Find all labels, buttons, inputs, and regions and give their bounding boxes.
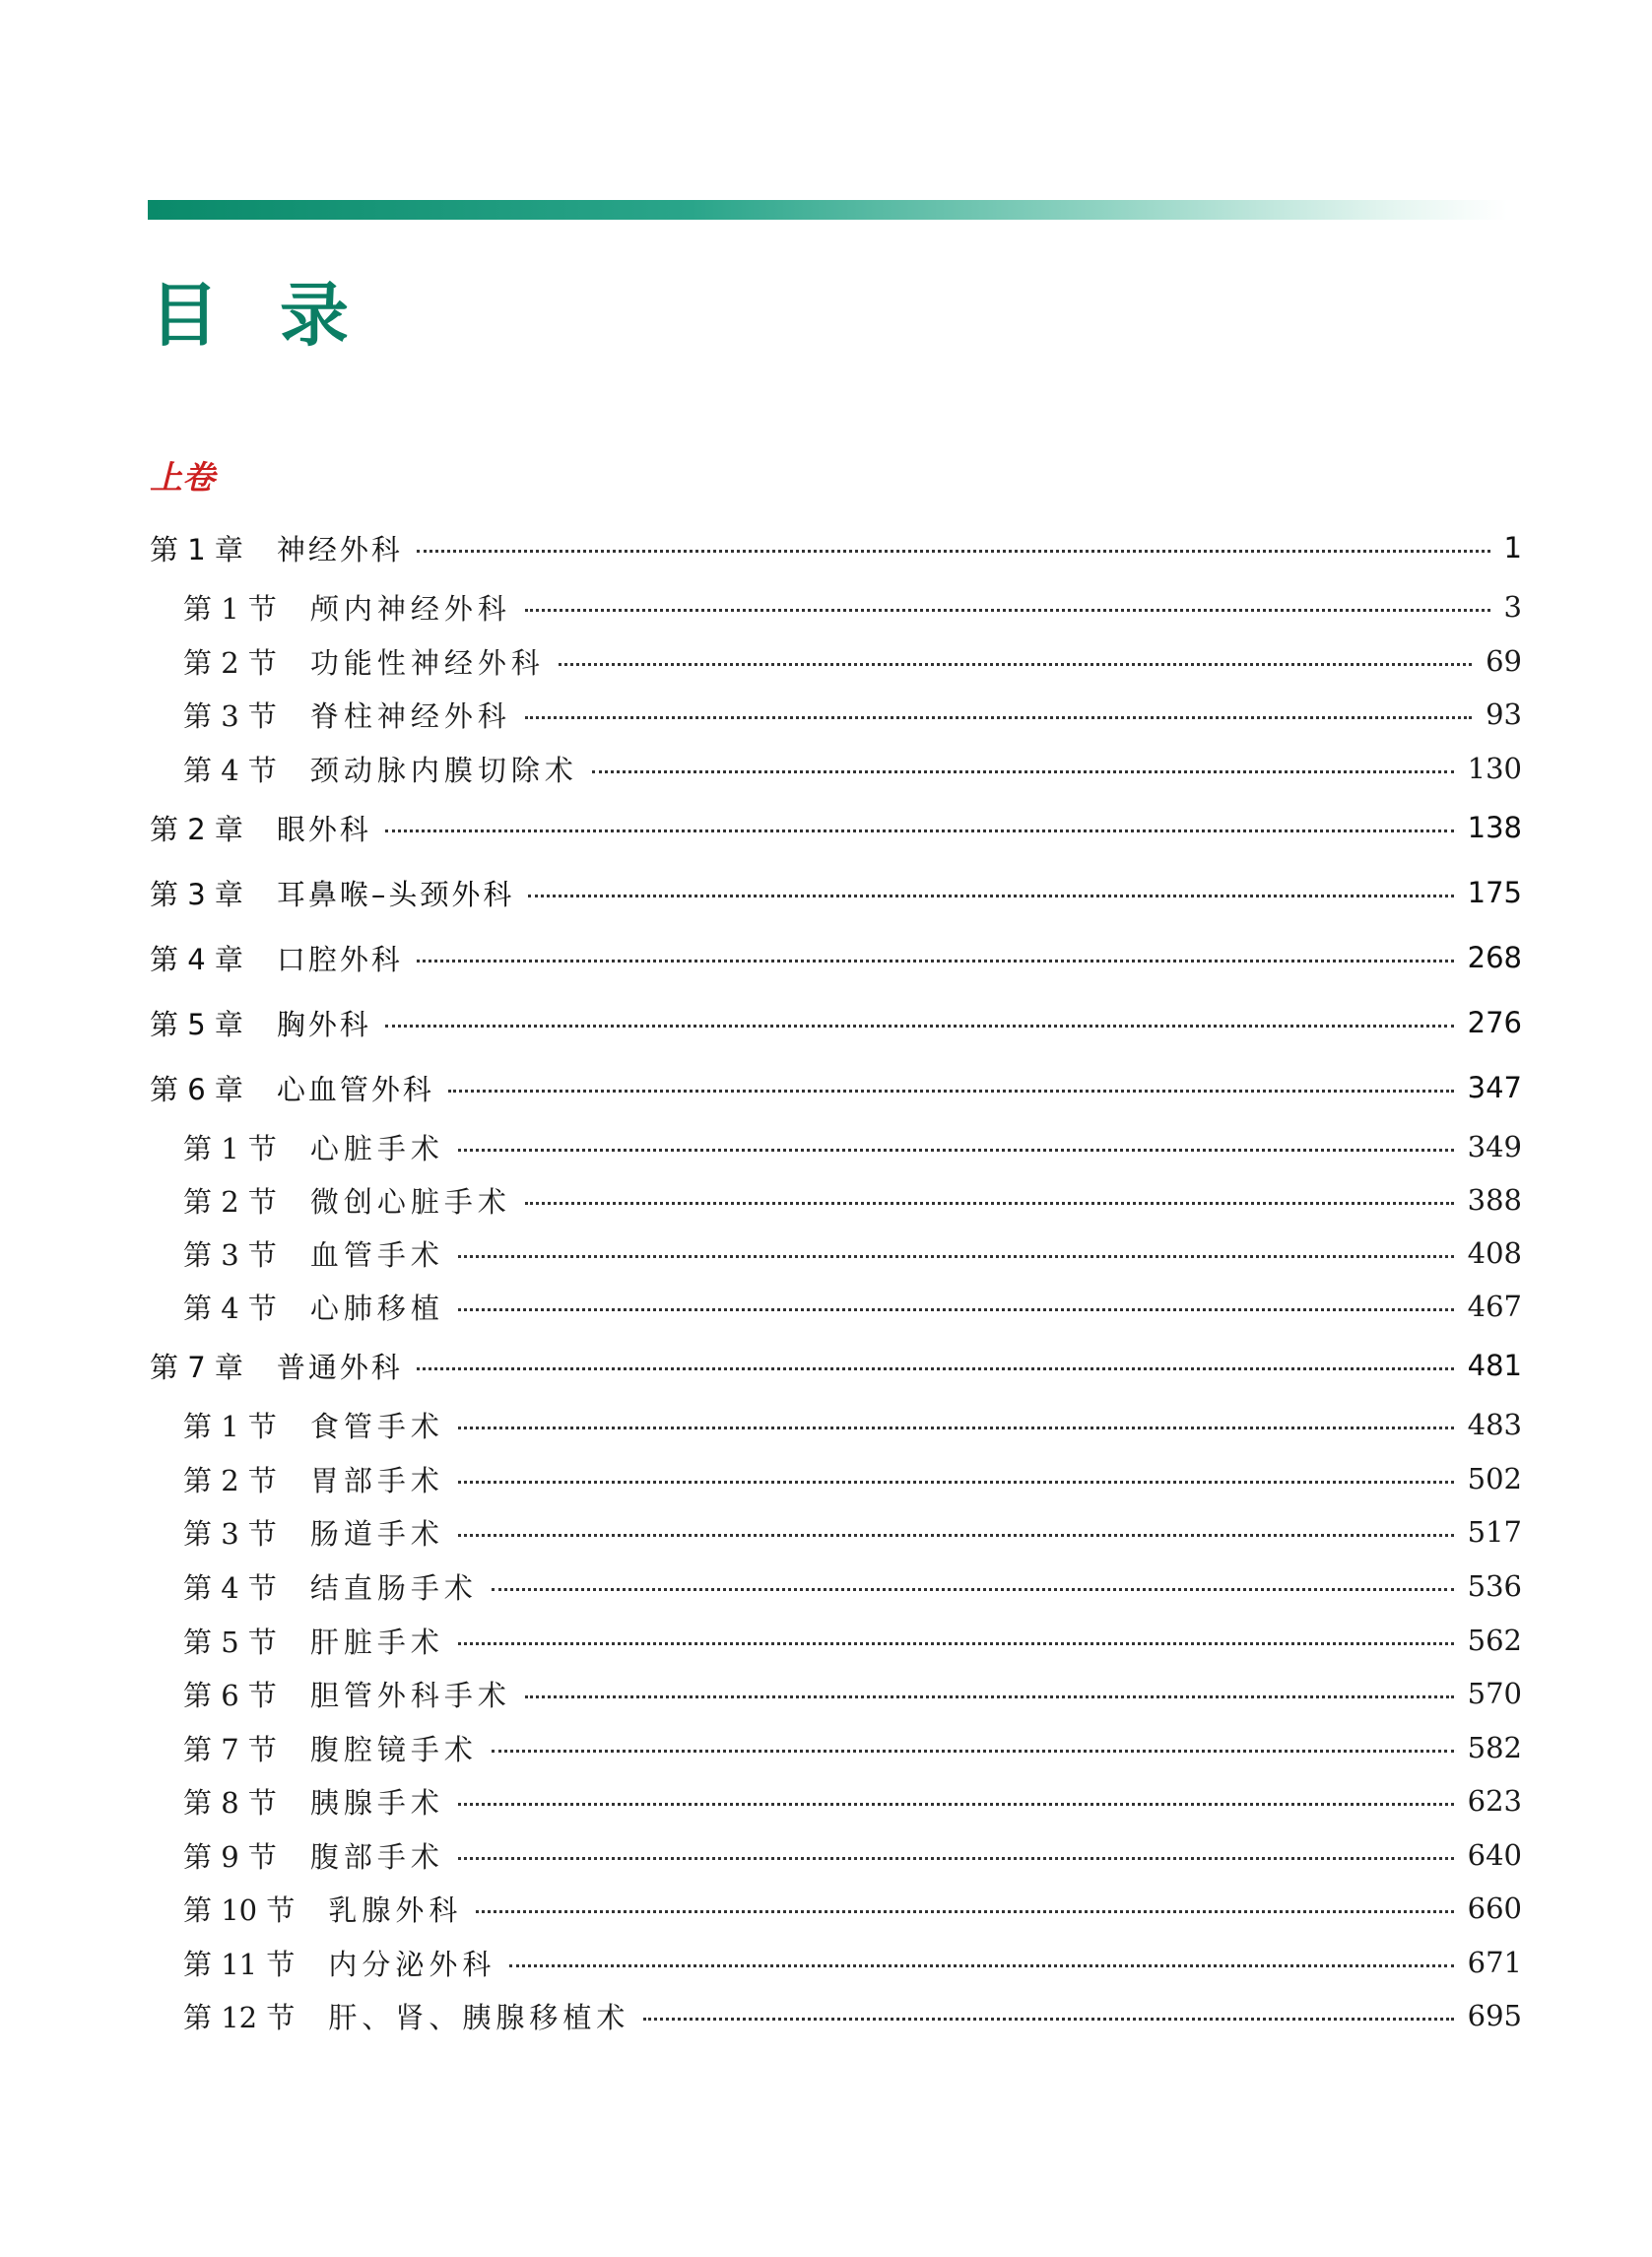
toc-page-number: 138 [1467, 811, 1522, 844]
toc-page-number: 660 [1467, 1892, 1522, 1925]
toc-section-row[interactable] [183, 1566, 1522, 1606]
toc-title: 乳腺外科 [328, 1892, 463, 1927]
page-title: 目录 [150, 275, 410, 356]
toc-leader-dots [458, 1857, 1454, 1860]
toc-title: 胆管外科手术 [309, 1678, 511, 1712]
toc-title: 神经外科 [276, 532, 403, 566]
toc-page-number: 467 [1467, 1290, 1522, 1323]
toc-title: 肝脏手术 [309, 1625, 444, 1659]
toc-number: 第 5 节 [183, 1625, 277, 1659]
toc-title: 内分泌外科 [328, 1947, 496, 1981]
toc-chapter-row[interactable] [150, 873, 1522, 912]
toc-number: 第 7 节 [183, 1732, 277, 1766]
toc-number: 第 1 节 [183, 1409, 277, 1443]
toc-section-row[interactable] [183, 1405, 1522, 1444]
toc-leader-dots [385, 830, 1454, 832]
toc-chapter-row[interactable] [150, 528, 1522, 567]
toc-section-row[interactable] [183, 695, 1522, 734]
toc-chapter-row[interactable] [150, 1346, 1522, 1385]
toc-number: 第 1 节 [183, 591, 277, 626]
toc-page-number: 623 [1467, 1784, 1522, 1818]
toc-leader-dots [458, 1534, 1454, 1537]
toc-section-row[interactable] [183, 1512, 1522, 1552]
toc-page-number: 536 [1467, 1569, 1522, 1603]
toc-leader-dots [592, 770, 1454, 773]
toc-section-row[interactable] [183, 1781, 1522, 1821]
toc-leader-dots [492, 1750, 1454, 1753]
toc-section-row[interactable] [183, 1459, 1522, 1498]
toc-number: 第 4 章 [150, 942, 243, 976]
toc-number: 第 7 章 [150, 1350, 243, 1384]
toc-title: 胸外科 [276, 1007, 371, 1041]
toc-page-number: 349 [1467, 1130, 1522, 1163]
toc-section-row[interactable] [183, 1889, 1522, 1928]
toc-section-row[interactable] [183, 1728, 1522, 1767]
toc-title: 胃部手术 [309, 1463, 444, 1497]
toc-leader-dots [509, 1964, 1453, 1967]
toc-number: 第 5 章 [150, 1007, 243, 1041]
toc-chapter-row[interactable] [150, 1003, 1522, 1042]
toc-title: 微创心脏手术 [309, 1184, 511, 1219]
toc-title: 肠道手术 [309, 1516, 444, 1551]
toc-leader-dots [458, 1427, 1454, 1429]
toc-page-number: 3 [1503, 590, 1522, 624]
toc-page-number: 502 [1467, 1462, 1522, 1495]
toc-page-number: 130 [1467, 752, 1522, 785]
toc-leader-dots [458, 1803, 1454, 1806]
toc-section-row[interactable] [183, 1943, 1522, 1982]
toc-number: 第 6 节 [183, 1678, 277, 1712]
toc-leader-dots [458, 1642, 1454, 1645]
toc-page-number: 93 [1486, 697, 1522, 731]
toc-title: 颅内神经外科 [309, 591, 511, 626]
toc-number: 第 6 章 [150, 1072, 243, 1106]
toc-title: 肝、肾、胰腺移植术 [328, 2000, 630, 2034]
toc-page-number: 1 [1503, 531, 1522, 564]
toc-section-row[interactable] [183, 1621, 1522, 1660]
toc-title: 腹部手术 [309, 1839, 444, 1874]
toc-section-row[interactable] [183, 1835, 1522, 1875]
toc-number: 第 4 节 [183, 1570, 277, 1605]
toc-leader-dots [417, 1367, 1454, 1370]
toc-number: 第 11 节 [183, 1947, 296, 1981]
toc-number: 第 10 节 [183, 1892, 296, 1927]
toc-section-row[interactable] [183, 1996, 1522, 2035]
toc-leader-dots [458, 1481, 1454, 1484]
toc-page-number: 69 [1486, 644, 1522, 678]
toc-leader-dots [525, 1695, 1454, 1698]
toc-number: 第 1 节 [183, 1131, 277, 1165]
toc-page-number: 640 [1467, 1838, 1522, 1872]
toc-leader-dots [525, 609, 1490, 612]
toc-title: 心肺移植 [309, 1291, 444, 1325]
toc-page-number: 388 [1467, 1183, 1522, 1217]
toc-chapter-row[interactable] [150, 808, 1522, 847]
toc-leader-dots [458, 1255, 1454, 1258]
toc-leader-dots [525, 716, 1472, 719]
toc-section-row[interactable] [183, 587, 1522, 627]
toc-page-number: 268 [1467, 941, 1522, 974]
toc-section-row[interactable] [183, 1127, 1522, 1166]
toc-page-number: 408 [1467, 1236, 1522, 1270]
toc-title: 耳鼻喉–头颈外科 [276, 877, 515, 911]
toc-section-row[interactable] [183, 1674, 1522, 1713]
toc-leader-dots [417, 550, 1490, 553]
toc-number: 第 2 节 [183, 1184, 277, 1219]
toc-page-number: 481 [1467, 1349, 1522, 1382]
toc-leader-dots [643, 2018, 1453, 2021]
toc-section-row[interactable] [183, 1287, 1522, 1326]
toc-title: 心脏手术 [309, 1131, 444, 1165]
toc-number: 第 9 节 [183, 1839, 277, 1874]
toc-title: 普通外科 [276, 1350, 403, 1384]
toc-number: 第 4 节 [183, 1291, 277, 1325]
toc-leader-dots [448, 1090, 1454, 1093]
toc-number: 第 3 节 [183, 1516, 277, 1551]
toc-number: 第 4 节 [183, 753, 277, 787]
toc-title: 胰腺手术 [309, 1785, 444, 1820]
toc-title: 腹腔镜手术 [309, 1732, 478, 1766]
toc-leader-dots [559, 663, 1472, 666]
toc-section-row[interactable] [183, 1180, 1522, 1220]
toc-title: 食管手术 [309, 1409, 444, 1443]
toc-leader-dots [458, 1149, 1454, 1152]
toc-section-row[interactable] [183, 1233, 1522, 1273]
toc-page-number: 517 [1467, 1515, 1522, 1549]
toc-leader-dots [476, 1910, 1453, 1913]
toc-number: 第 12 节 [183, 2000, 296, 2034]
toc-number: 第 2 章 [150, 812, 243, 846]
toc-chapter-row[interactable] [150, 1068, 1522, 1107]
toc-number: 第 1 章 [150, 532, 243, 566]
header-gradient-bar [148, 200, 1507, 220]
toc-title: 脊柱神经外科 [309, 698, 511, 733]
toc-number: 第 3 节 [183, 698, 277, 733]
toc-title: 口腔外科 [276, 942, 403, 976]
toc-number: 第 8 节 [183, 1785, 277, 1820]
toc-page-number: 695 [1467, 1999, 1522, 2032]
toc-leader-dots [417, 960, 1454, 963]
toc-page-number: 276 [1467, 1006, 1522, 1039]
toc-leader-dots [528, 895, 1453, 897]
toc-title: 心血管外科 [276, 1072, 434, 1106]
toc-number: 第 3 节 [183, 1237, 277, 1272]
volume-label: 上卷 [150, 458, 215, 497]
toc-leader-dots [525, 1202, 1454, 1205]
toc-page-number: 562 [1467, 1624, 1522, 1657]
toc-number: 第 2 节 [183, 645, 277, 680]
toc-leader-dots [385, 1025, 1454, 1028]
toc-section-row[interactable] [183, 749, 1522, 788]
toc-page-number: 483 [1467, 1408, 1522, 1441]
toc-page-number: 347 [1467, 1071, 1522, 1104]
toc-title: 功能性神经外科 [309, 645, 545, 680]
toc-number: 第 3 章 [150, 877, 243, 911]
toc-chapter-row[interactable] [150, 938, 1522, 977]
toc-page-number: 671 [1467, 1946, 1522, 1979]
toc-title: 血管手术 [309, 1237, 444, 1272]
toc-leader-dots [458, 1308, 1454, 1311]
toc-number: 第 2 节 [183, 1463, 277, 1497]
toc-title: 颈动脉内膜切除术 [309, 753, 578, 787]
toc-page-number: 175 [1467, 876, 1522, 909]
toc-page-number: 570 [1467, 1677, 1522, 1710]
toc-title: 结直肠手术 [309, 1570, 478, 1605]
toc-title: 眼外科 [276, 812, 371, 846]
toc-leader-dots [492, 1588, 1454, 1591]
toc-section-row[interactable] [183, 641, 1522, 681]
toc-page-number: 582 [1467, 1731, 1522, 1764]
